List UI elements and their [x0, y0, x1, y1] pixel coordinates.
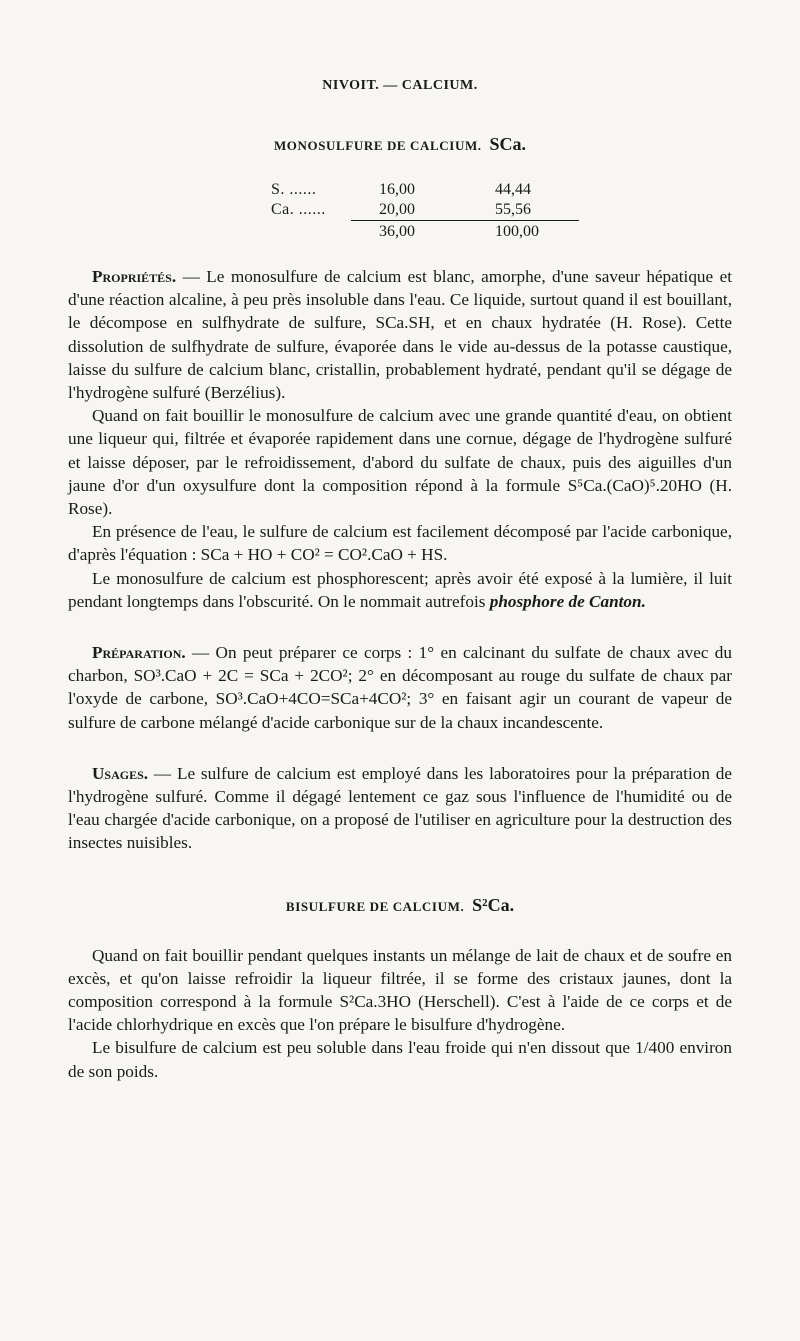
- section-title-bisulfure: [68, 895, 732, 916]
- proprietes-text: — Le monosulfure de calcium est blanc, amorphe, d'une saveur hépatique et d'une réaction alcaline, à peu près insoluble dans l'eau. Ce liquide, surtout quand il est bouillant, le décompose en sulfhydrate de sulfure, SCa.SH, et en chaux hydratée (H. Rose). Cette dissolution de sulfhydrate de sulfure, évaporée dans le vide au-dessus de la potasse caustique, laisse du sulfure de calcium blanc, cristallin, probablement hydraté, pendant qu'il se dégage de l'hydrogène sulfuré (Berzélius).: [68, 267, 732, 403]
- preparation-heading: Préparation.: [92, 643, 186, 663]
- section-formula: S²Ca.: [472, 894, 515, 915]
- phosphorescent-text: Le monosulfure de calcium est phosphorescent; après avoir été exposé à la lumière, il luit pendant longtemps dans l'obscurité. On le nommait autrefois: [68, 568, 732, 611]
- section-title-text: BISULFURE DE CALCIUM.: [285, 898, 465, 914]
- percent-value: 44,44: [495, 181, 531, 198]
- proprietes-heading: Propriétés.: [92, 267, 177, 286]
- composition-row: [271, 179, 732, 199]
- section-title-text: MONOSULFURE DE CALCIUM.: [273, 138, 482, 153]
- total-mass: 36,00: [379, 223, 415, 240]
- element-label: S. ......: [271, 181, 317, 198]
- paragraph-phosphorescent: [68, 567, 732, 613]
- paragraph-bisulfure-solubilite: Le bisulfure de calcium est peu soluble dans l'eau froide qui n'en dissout que 1/400 environ de son poids.: [68, 1038, 732, 1081]
- paragraph-bisulfure-preparation: Quand on fait bouillir pendant quelques instants un mélange de lait de chaux et de soufre en excès, et qu'on laisse refroidir la liqueur filtrée, il se forme des cristaux jaunes, dont la composition correspond à la formule S²Ca.3HO (Herschell). C'est à l'aide de ce corps et de l'acide chlorhydrique en excès que l'on prépare le bisulfure d'hydrogène.: [68, 945, 732, 1035]
- paragraph-acide-carbonique: En présence de l'eau, le sulfure de calcium est facilement décomposé par l'acide carbonique, d'après l'équation : SCa + HO + CO² = CO².CaO + HS.: [68, 522, 732, 565]
- mass-value: 16,00: [379, 181, 415, 198]
- section-title-monosulfure: [68, 134, 732, 155]
- section-formula: SCa.: [489, 134, 527, 154]
- paragraph-preparation: [68, 641, 732, 734]
- paragraph-usages: [68, 762, 732, 855]
- percent-value: 55,56: [495, 201, 531, 218]
- composition-row: [271, 199, 732, 219]
- paragraph-proprietes: [68, 265, 732, 404]
- total-percent: 100,00: [495, 223, 539, 240]
- paragraph-bouillir: Quand on fait bouillir le monosulfure de calcium avec une grande quantité d'eau, on obtient une liqueur qui, filtrée et évaporée rapidement dans une cornue, dégage de l'hydrogène sulfuré et laisse déposer, par le refroidissement, d'abord du sulfate de chaux, puis des aiguilles d'un jaune d'or d'un oxysulfure dont la composition répond à la formule S⁵Ca.(CaO)⁵.20HO (H. Rose).: [68, 406, 732, 519]
- running-head: NIVOIT. — CALCIUM.: [322, 78, 478, 93]
- usages-text: — Le sulfure de calcium est employé dans les laboratoires pour la préparation de l'hydrogène sulfuré. Comme il dégagé lentement ce gaz sous l'influence de l'humidité ou de l'eau chargée d'acide carbonique, on a proposé de l'utiliser en agriculture pour la destruction des insectes nuisibles.: [68, 763, 732, 853]
- element-label: Ca. ......: [271, 201, 326, 218]
- preparation-text: — On peut préparer ce corps : 1° en calcinant du sulfate de chaux avec du charbon, SO³.CaO + 2C = SCa + 2CO²; 2° en décomposant au rouge du sulfate de chaux par l'oxyde de carbone, SO³.CaO+4CO=SCa+4CO²; 3° en faisant agir un courant de vapeur de sulfure de carbone mélangé d'acide carbonique sur de la chaux incandescente.: [68, 643, 732, 732]
- composition-total-row: [271, 221, 732, 241]
- mass-value: 20,00: [379, 201, 415, 218]
- phosphore-de-canton: phosphore de Canton.: [489, 591, 646, 611]
- composition-table: [271, 179, 732, 241]
- usages-heading: Usages.: [92, 763, 149, 783]
